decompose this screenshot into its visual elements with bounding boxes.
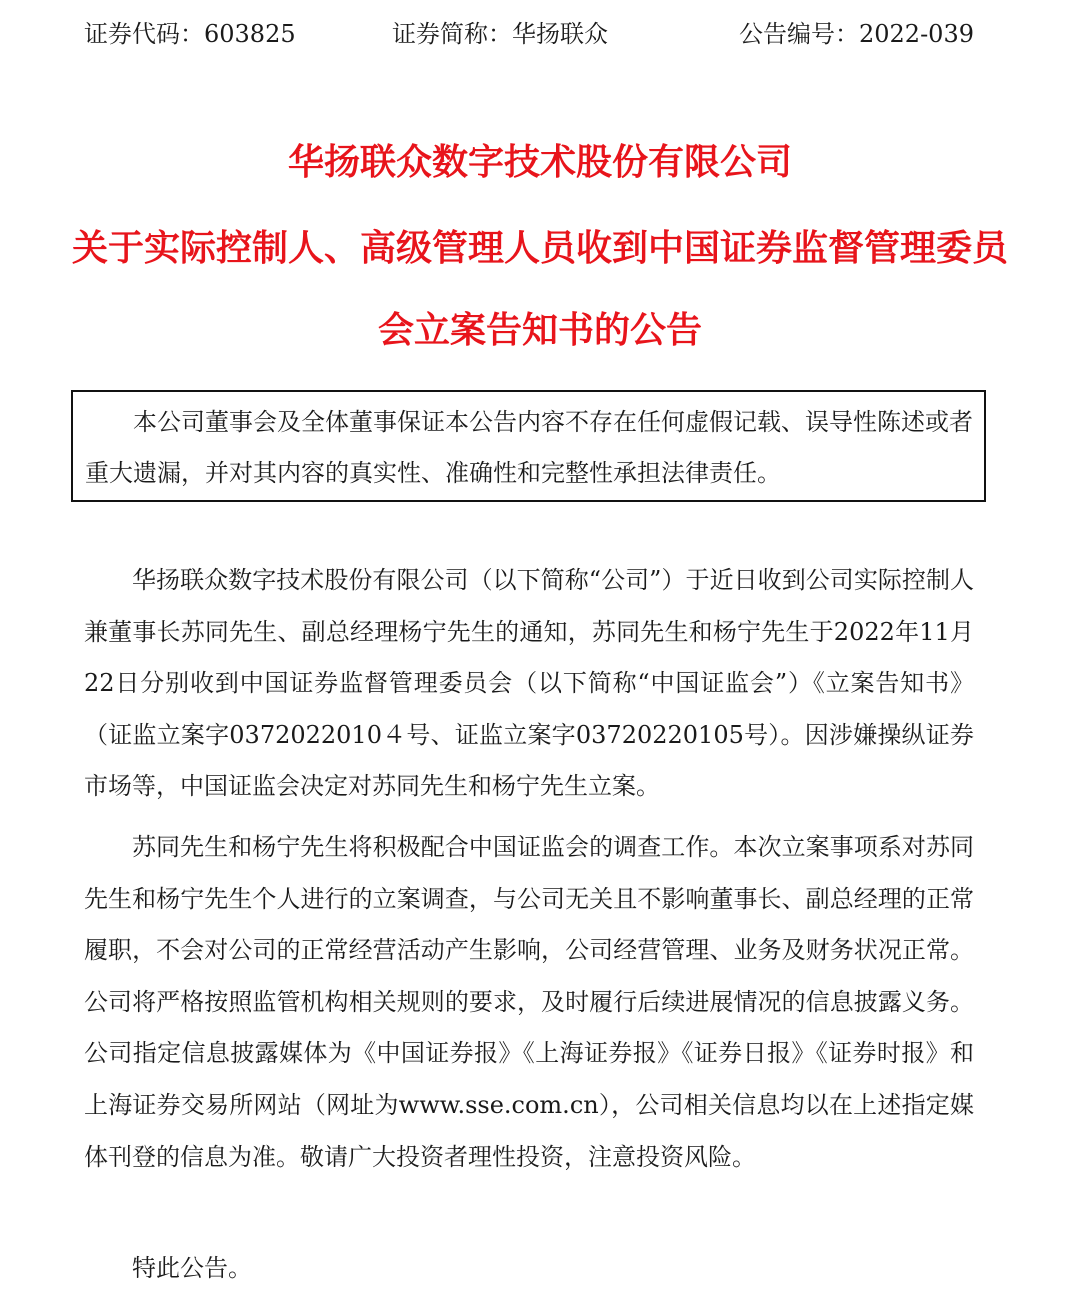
announcement-subject: 关于实际控制人、高级管理人员收到中国证券监督管理委员会立案告知书的公告	[71, 228, 1008, 351]
disclaimer-text: 本公司董事会及全体董事保证本公告内容不存在任何虚假记载、误导性陈述或者重大遗漏，并对其内容的真实性、准确性和完整性承担法律责任。	[85, 408, 973, 487]
body-paragraph-1: 华扬联众数字技术股份有限公司（以下简称“公司”）于近日收到公司实际控制人兼董事长苏同先生、副总经理杨宁先生的通知，苏同先生和杨宁先生于2022年11月22日分别收到中国证券监督管理委员会（以下简称“中国证监会”）《立案告知书》（证监立案字0372022010４号、证监立案字03720220105号）。因涉嫌操纵证券市场等，中国证监会决定对苏同先生和杨宁先生立案。	[84, 566, 974, 801]
stock-abbreviation: 证券简称：华扬联众	[392, 20, 608, 48]
disclaimer-box	[71, 390, 986, 502]
body-paragraph-2: 苏同先生和杨宁先生将积极配合中国证监会的调查工作。本次立案事项系对苏同先生和杨宁先生个人进行的立案调查，与公司无关且不影响董事长、副总经理的正常履职，不会对公司的正常经营活动产生影响，公司经营管理、业务及财务状况正常。公司将严格按照监管机构相关规则的要求，及时履行后续进展情况的信息披露义务。公司指定信息披露媒体为《中国证券报》《上海证券报》《证券日报》《证券时报》和上海证券交易所网站（网址为www.sse.com.cn），公司相关信息均以在上述指定媒体刊登的信息为准。敬请广大投资者理性投资，注意投资风险。	[84, 833, 974, 1171]
company-title: 华扬联众数字技术股份有限公司	[287, 142, 792, 183]
stock-code: 证券代码：603825	[84, 20, 296, 48]
closing-statement: 特此公告。	[132, 1254, 252, 1282]
announcement-header	[84, 14, 974, 54]
announcement-number: 公告编号：2022-039	[739, 20, 974, 48]
